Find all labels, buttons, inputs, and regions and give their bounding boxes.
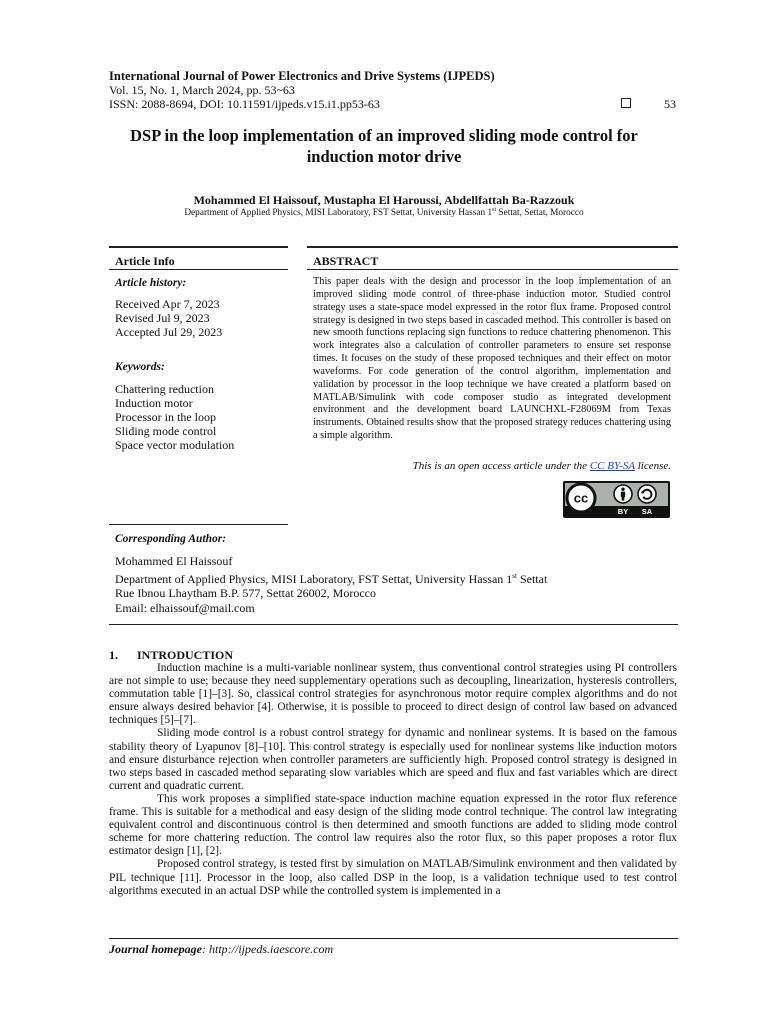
open-access-note [313,460,671,472]
department-sup: st [512,571,517,580]
open-access-text-end: license. [634,460,671,472]
affiliation-text: Department of Applied Physics, MISI Laboratory, FST Settat, University Hassan 1 [184,208,493,219]
abstract-heading: ABSTRACT [313,254,379,268]
affiliation-text-end: Settat, Settat, Morocco [496,208,584,219]
affiliation-sup: st [492,207,497,213]
keywords-list [115,382,234,452]
body-paragraph: Induction machine is a multi-variable nonlinear system, thus conventional control strategies using PI controllers are not simple to use; because they need supplementary operations such as decoupling, linearization, hysteresis controllers, commutation table [1]–[3]. So, classical control strategies for asynchronous motor require complex algorithms and do not ensure always desired behavior [4]. Otherwise, it is possible to proceed to direct design of control law based on advanced techniques [5]–[7]. [109,662,677,727]
body-paragraph: Sliding mode control is a robust control strategy for dynamic and nonlinear systems. It is based on the famous stability theory of Lyapunov [8]–[10]. This control strategy is especially used for nonlinear systems like induction motors and ensure disturbance rejection when controller parameters are sufficiently high. Proposed control strategy is designed in two steps based in cascaded method separating slow variables which are speed and flux and fast variables which are direct current and quadratic current. [109,727,677,792]
abstract-rule [307,269,678,270]
article-info-top-rule [109,246,288,248]
corresponding-address: Rue Ibnou Lhaytham B.P. 577, Settat 26002, Morocco [115,586,376,600]
department-text: Department of Applied Physics, MISI Laboratory, FST Settat, University Hassan 1 [115,571,513,586]
corresponding-name: Mohammed El Haissouf [115,554,233,568]
keyword-item: Processor in the loop [115,410,216,424]
footer-rule [109,938,678,939]
keyword-item: Chattering reduction [115,382,214,396]
journal-name: International Journal of Power Electronics and Drive Systems (IJPEDS) [109,69,495,83]
cc-text: cc [573,490,589,506]
sa-share-icon [638,485,656,503]
paper-title: DSP in the loop implementation of an improved sliding mode control for induction motor drive [130,126,638,166]
issn-doi-line: ISSN: 2088-8694, DOI: 10.11591/ijpeds.v15.i1.pp53-63 [109,97,380,111]
open-access-text: This is an open access article under the [412,460,590,472]
keyword-item: Sliding mode control [115,424,217,438]
department-text-end: Settat [516,571,548,586]
abstract-text [313,276,671,443]
abstract-paragraph: This paper deals with the design and processor in the loop implementation of an improved sliding mode control of three-phase induction motor. Studied control strategy uses a state-space model expressed in the rotor flux frame. Proposed control strategy is designed in two steps based in cascaded method. This controller is based on new smooth functions replacing sign functions to reduce chattering phenomenon. This work integrates also a calculation of controller parameters to ensure set response times. It focuses on the study of these proposed techniques and their effect on motor waveforms. For code generation of the control algorithm, implementation and validation by processor in the loop technique we have created a platform based on MATLAB/Simulink with code composer studio as integrated development environment and the development board LAUNCHXL-F28069M from Texas instruments. Obtained results show that the proposed strategy reduces chattering using a simple algorithm. [313,276,671,442]
affiliation [100,207,668,218]
corresponding-heading: Corresponding Author: [115,533,227,545]
article-history-heading: Article history: [115,277,187,289]
article-history-list [115,297,222,339]
keywords-heading: Keywords: [115,361,165,373]
license-link[interactable]: CC BY-SA [589,460,635,472]
history-accepted: Accepted Jul 29, 2023 [115,325,223,339]
cc-badge-graphic [563,481,670,518]
section-heading [109,648,233,663]
volume-line: Vol. 15, No. 1, March 2024, pp. 53~63 [109,83,295,97]
article-info-bottom-rule [109,524,288,525]
by-person-icon [614,485,632,503]
corresponding-department [115,569,547,587]
body-paragraph: Proposed control strategy, is tested first by simulation on MATLAB/Simulink environment and then validated by PIL technique [11]. Processor in the loop, also called DSP in the loop, is a validation technique used to test control algorithms executed in an actual DSP while the controlled system is implemented in a [109,858,677,897]
section-number: 1. [109,648,118,662]
page-number: 53 [664,97,676,111]
cc-by-sa-badge[interactable] [563,481,670,518]
abstract-top-rule [307,246,678,248]
body-paragraph: This work proposes a simplified state-space induction machine equation expressed in the rotor flux reference frame. This is suitable for a methodical and easy design of the sliding mode control technique. The control law integrating equivalent control and discontinuous control is then determined and smooth functions are added to sliding mode control scheme for more chattering reduction. The control law requires also the rotor flux, so this paper proposes a rotor flux estimator design [1], [2]. [109,792,677,858]
square-icon [621,98,631,108]
homepage-url[interactable]: : http://ijpeds.iaescore.com [202,942,334,956]
homepage-label: Journal homepage [109,942,203,956]
introduction-body [109,662,677,898]
keyword-item: Space vector modulation [115,438,235,452]
section-title: INTRODUCTION [137,648,234,662]
sa-text: SA [641,507,653,516]
article-info-heading: Article Info [115,254,175,268]
by-text: BY [617,507,629,516]
corresponding-details [115,554,547,615]
corresponding-email: Email: elhaissouf@mail.com [115,600,255,615]
journal-homepage [109,942,333,957]
keyword-item: Induction motor [115,396,193,410]
history-revised: Revised Jul 9, 2023 [115,311,210,325]
history-received: Received Apr 7, 2023 [115,297,220,311]
authors: Mohammed El Haissouf, Mustapha El Haroussi, Abdellfattah Ba-Razzouk [193,193,575,207]
corresponding-bottom-rule [109,624,678,625]
article-info-rule [109,269,288,270]
